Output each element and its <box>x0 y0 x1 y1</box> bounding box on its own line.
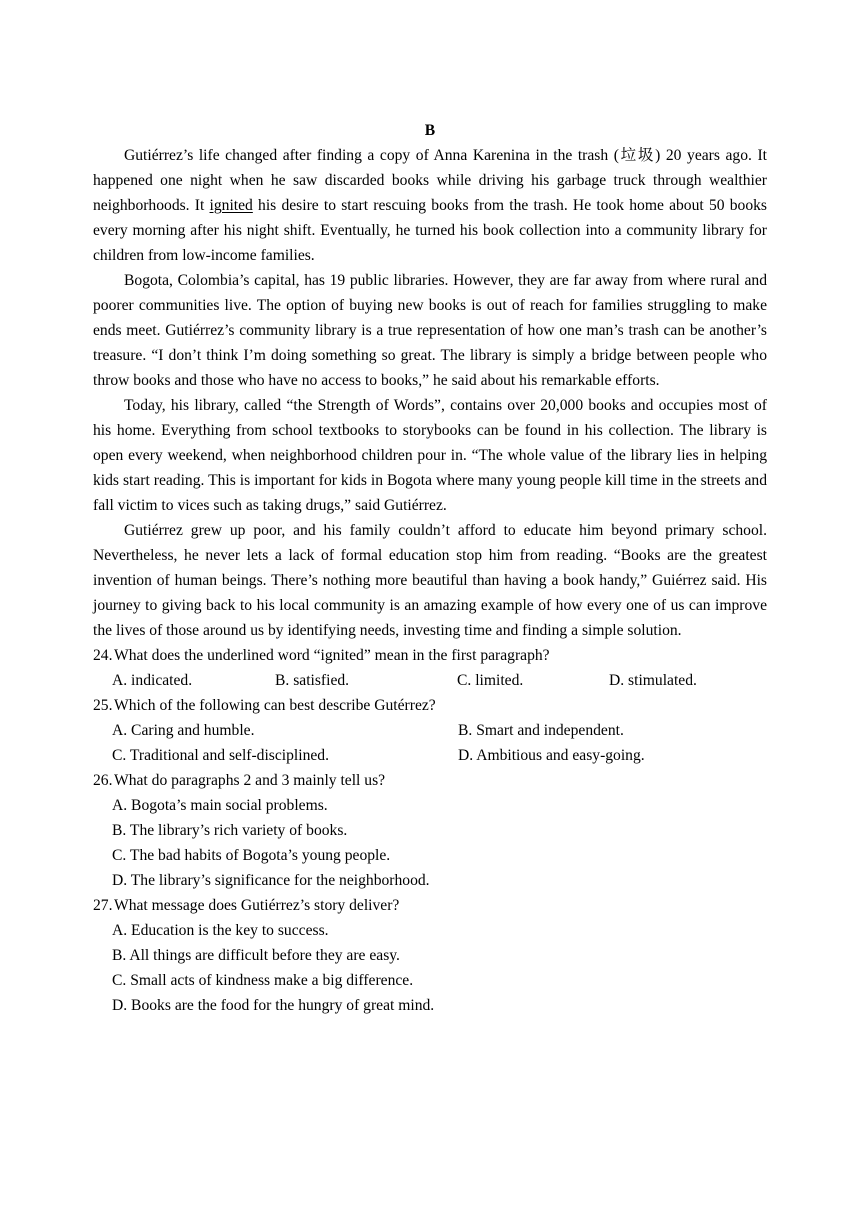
option-b: B. All things are difficult before they are easy. <box>112 947 400 964</box>
option-d: D. Ambitious and easy-going. <box>458 747 645 764</box>
option-d: D. The library’s significance for the neighborhood. <box>112 872 430 889</box>
question-stem <box>93 693 767 718</box>
option-c: C. The bad habits of Bogota’s young people. <box>112 847 391 864</box>
option-a: A. Bogota’s main social problems. <box>112 797 328 814</box>
paragraph-4: Gutiérrez grew up poor, and his family couldn’t afford to educate him beyond primary school. Nevertheless, he never lets a lack of formal education stop him from reading. “Books are the greatest invention of human beings. There’s nothing more beautiful than having a book handy,” Guiérrez said. His journey to giving back to his local community is an amazing example of how every one of us can improve the lives of those around us by identifying needs, investing time and finding a simple solution. <box>93 522 767 639</box>
question-25 <box>93 693 767 768</box>
question-26 <box>93 768 767 893</box>
question-24 <box>93 643 767 693</box>
option-c: C. limited. <box>457 672 524 689</box>
question-stem <box>93 768 767 793</box>
paragraph-3: Today, his library, called “the Strength of Words”, contains over 20,000 books and occupies most of his home. Everything from school textbooks to storybooks can be found in his collection. The library is open every weekend, when neighborhood children pour in. “The whole value of the library lies in helping kids start reading. This is important for kids in Bogota where many young people kill time in the streets and fall victim to vices such as taking drugs,” said Gutiérrez. <box>93 397 767 514</box>
option-c: C. Small acts of kindness make a big difference. <box>112 972 414 989</box>
question-text: What message does Gutiérrez’s story deliver? <box>114 897 400 914</box>
question-text: What do paragraphs 2 and 3 mainly tell us? <box>114 772 386 789</box>
option-a: A. Caring and humble. <box>112 722 255 739</box>
question-text: What does the underlined word “ignited” mean in the first paragraph? <box>114 647 550 664</box>
paragraph-1 <box>93 143 767 268</box>
paragraph-2: Bogota, Colombia’s capital, has 19 public libraries. However, they are far away from where rural and poorer communities live. The option of buying new books is out of reach for families struggling to make ends meet. Gutiérrez’s community library is a true representation of how one man’s trash can be another’s treasure. “I don’t think I’m doing something so great. The library is simply a bridge between people who throw books and those who have no access to books,” he said about his remarkable efforts. <box>93 272 767 389</box>
question-number: 27. <box>93 897 113 914</box>
question-stem <box>93 643 767 668</box>
option-c: C. Traditional and self-disciplined. <box>112 747 329 764</box>
question-stem <box>93 893 767 918</box>
option-a: A. indicated. <box>112 672 193 689</box>
paragraph-1-start: Gutiérrez’s life changed after finding a copy of Anna Karenina in the trash (垃圾) 20 years ago. It happened one night when he saw discarded books while driving his garbage truck through wealthier neighborhoods. It <box>93 147 767 214</box>
option-d: D. stimulated. <box>609 672 697 689</box>
option-row <box>93 743 767 768</box>
question-text: Which of the following can best describe Gutérrez? <box>114 697 436 714</box>
option-row <box>93 668 767 693</box>
option-b: B. satisfied. <box>275 672 350 689</box>
option-row <box>93 718 767 743</box>
section-heading: B <box>424 122 436 139</box>
reading-section <box>93 118 767 1018</box>
question-27 <box>93 893 767 1018</box>
question-number: 25. <box>93 697 113 714</box>
option-b: B. Smart and independent. <box>458 722 624 739</box>
paragraph-1-end: his desire to start rescuing books from the trash. He took home about 50 books every morning after his night shift. Eventually, he turned his book collection into a community library for children from low-income families. <box>93 197 767 264</box>
option-a: A. Education is the key to success. <box>112 922 329 939</box>
underlined-word: ignited <box>209 197 253 214</box>
question-number: 26. <box>93 772 113 789</box>
question-number: 24. <box>93 647 113 664</box>
option-b: B. The library’s rich variety of books. <box>112 822 348 839</box>
option-d: D. Books are the food for the hungry of great mind. <box>112 997 435 1014</box>
